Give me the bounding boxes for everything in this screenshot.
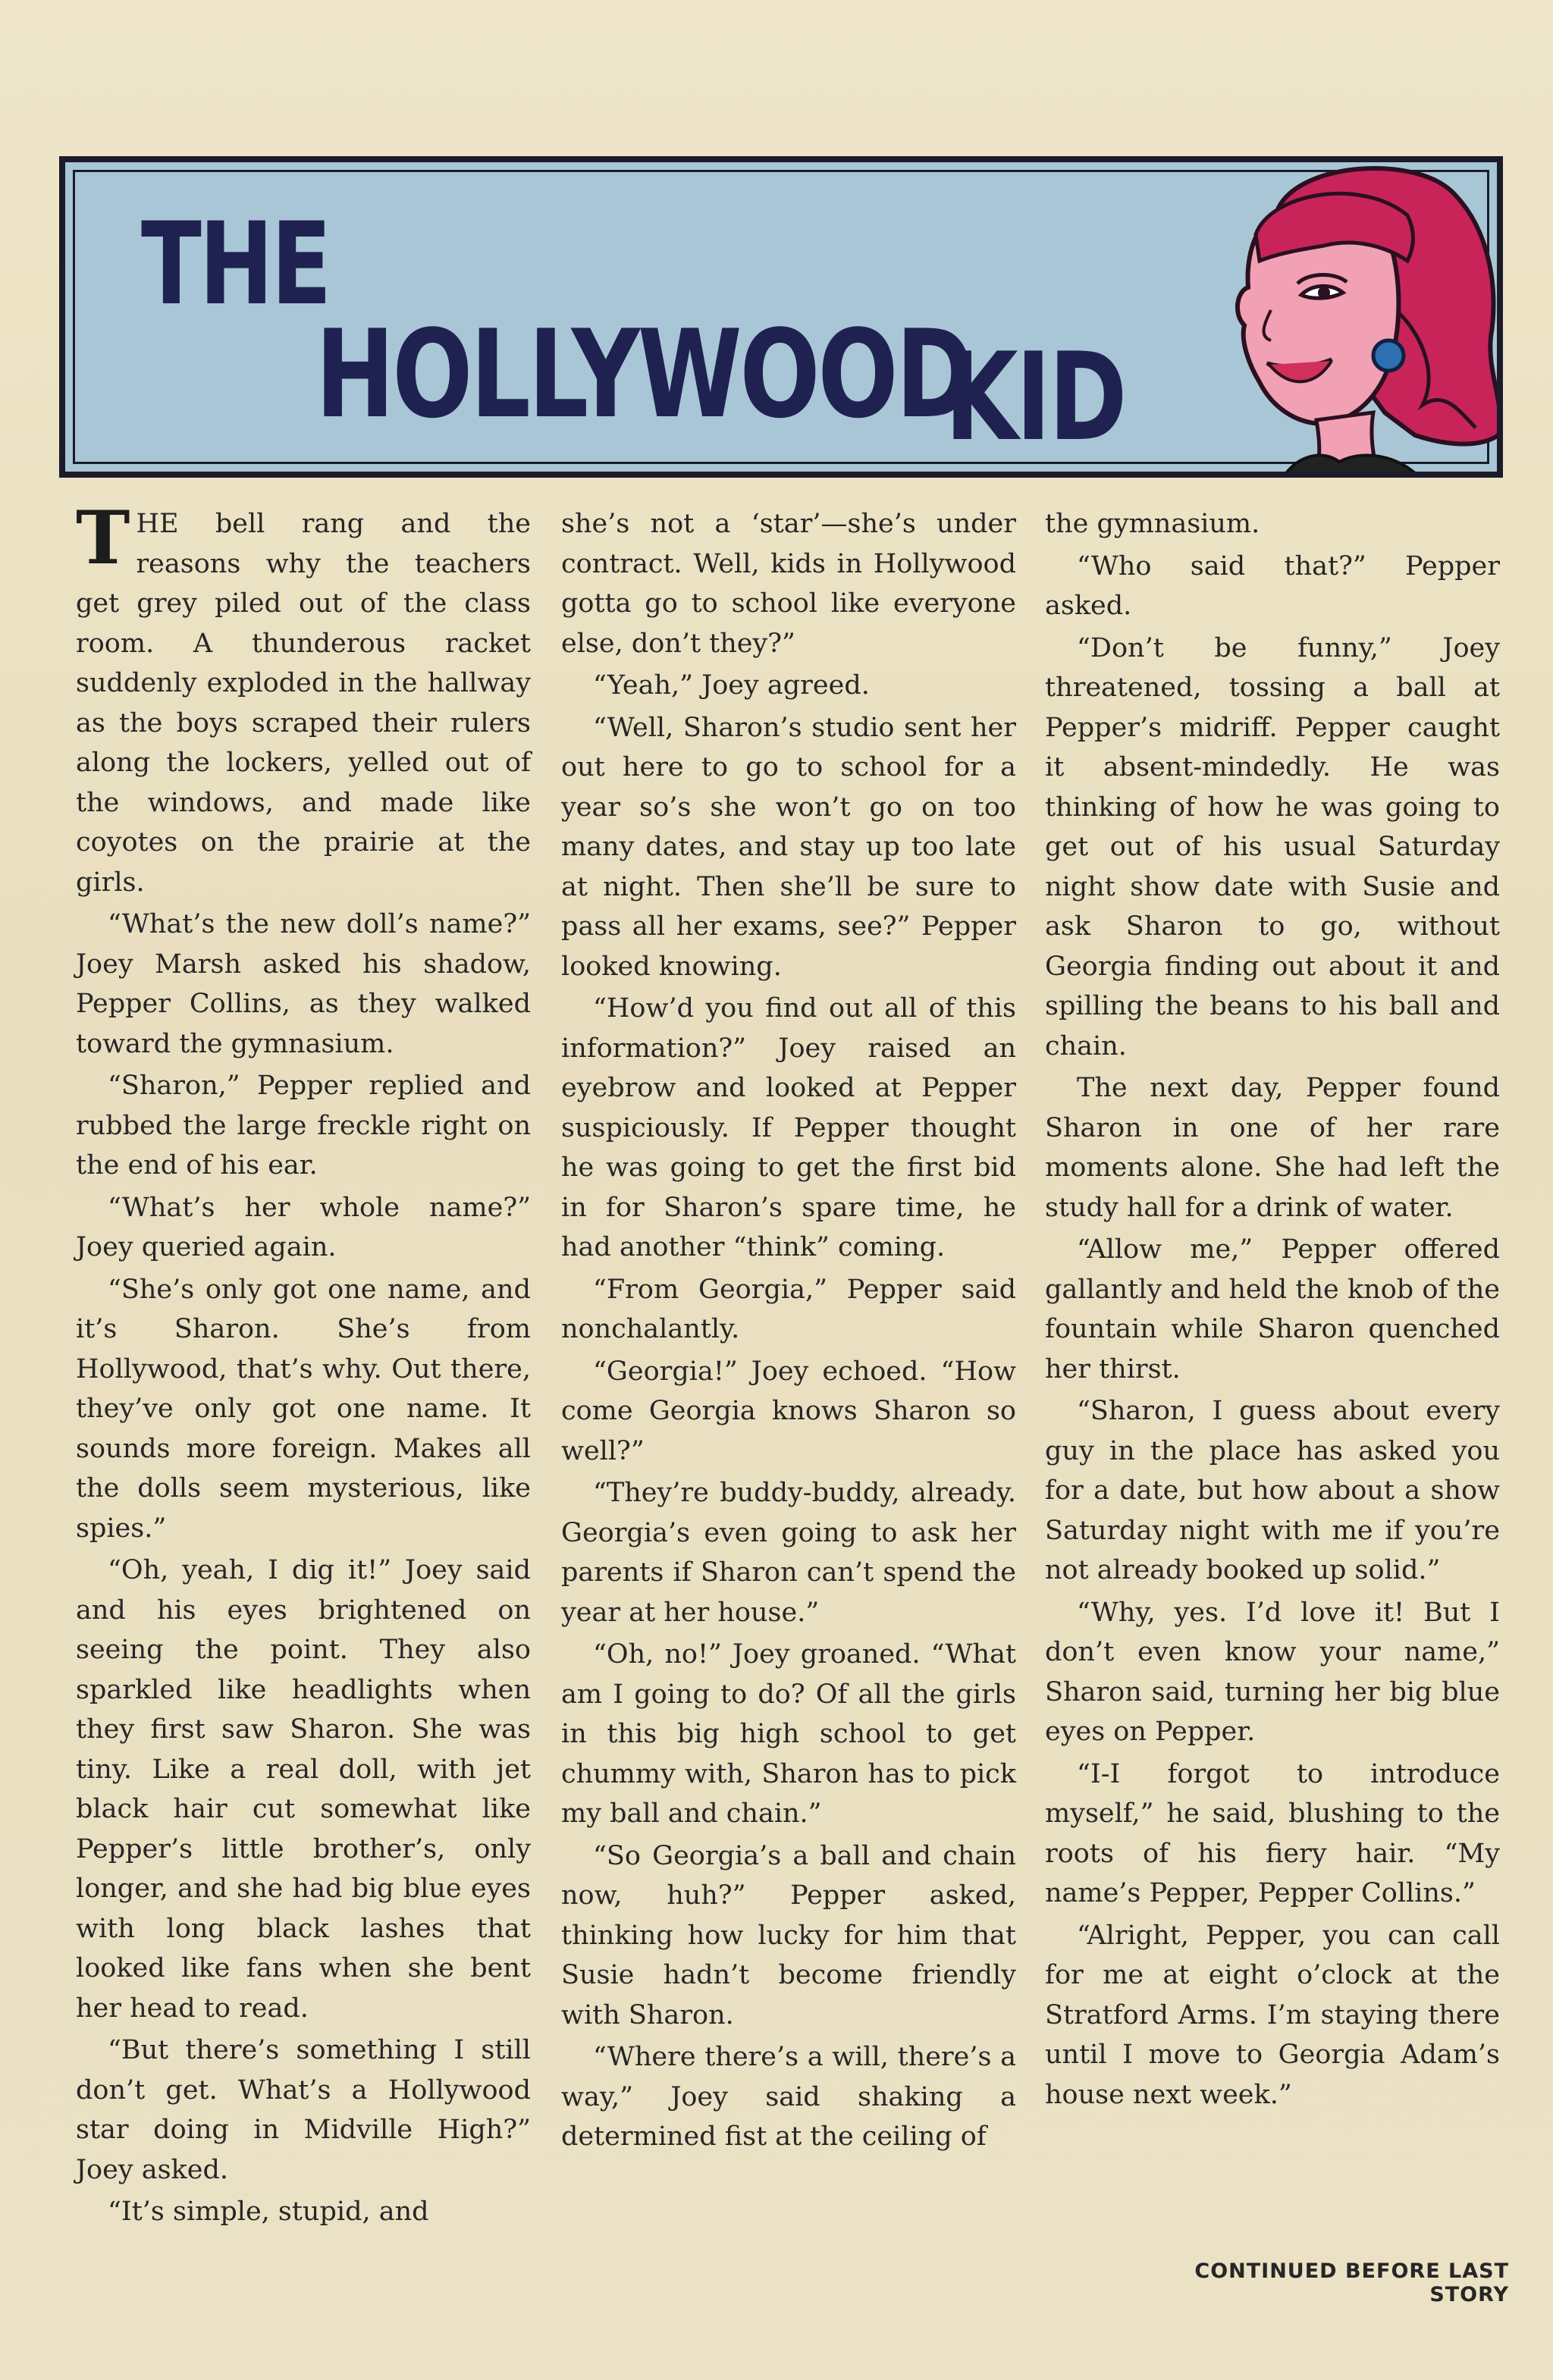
story-paragraph: the gymnasium. xyxy=(1045,509,1260,539)
story-paragraph: “Allow me,” Pepper offered gallantly and held the knob of the fountain while Sharon quenched her thirst. xyxy=(1045,1234,1500,1384)
story-paragraph: “Why, yes. I’d love it! But I don’t even know your name,” Sharon said, turning her big blue eyes on Pepper. xyxy=(1045,1597,1500,1747)
story-column-1 xyxy=(76,495,531,2234)
title-kid: KID xyxy=(945,326,1125,468)
story-paragraph: “From Georgia,” Pepper said nonchalantly. xyxy=(561,1274,1016,1344)
story-column-3 xyxy=(1045,504,1500,2117)
story-columns xyxy=(76,495,1517,2248)
story-paragraph: “I-I forgot to introduce myself,” he said, blushing to the roots of his fiery hair. “My name’s Pepper, Pepper Collins.” xyxy=(1045,1758,1500,1908)
story-paragraph: “So Georgia’s a ball and chain now, huh?” Pepper asked, thinking how lucky for him that Susie hadn’t become friendly with Sharon. xyxy=(561,1840,1016,2030)
story-paragraph: “Sharon, I guess about every guy in the place has asked you for a date, but how about a show Saturday night with me if you’re not already booked up solid.” xyxy=(1045,1396,1500,1585)
story-paragraph: “What’s the new doll’s name?” Joey Marsh asked his shadow, Pepper Collins, as they walked toward the gymnasium. xyxy=(76,909,531,1059)
story-column-2 xyxy=(561,504,1016,2159)
story-paragraph: “Where there’s a will, there’s a way,” Joey said shaking a determined fist at the ceiling of xyxy=(561,2042,1016,2152)
girl-portrait-illustration xyxy=(1187,162,1503,473)
story-paragraph: “What’s her whole name?” Joey queried again. xyxy=(76,1192,531,1262)
story-paragraph: The next day, Pepper found Sharon in one of her rare moments alone. She had left the study hall for a drink of water. xyxy=(1045,1073,1500,1223)
story-paragraph: she’s not a ‘star’—she’s under contract. Well, kids in Hollywood gotta go to school like everyone else, don’t they?” xyxy=(561,509,1016,659)
drop-cap: T xyxy=(76,495,130,581)
title-banner xyxy=(59,156,1503,478)
story-paragraph: “Who said that?” Pepper asked. xyxy=(1045,550,1500,621)
continued-note: CONTINUED BEFORE LAST STORY xyxy=(1194,2259,1509,2306)
collar xyxy=(1286,456,1415,473)
story-paragraph: “She’s only got one name, and it’s Sharon. She’s from Hollywood, that’s why. Out there, they’ve only got one name. It sounds more foreign. Makes all the dolls seem mysterious, like spies.” xyxy=(76,1274,531,1544)
story-paragraph: “Alright, Pepper, you can call for me at eight o’clock at the Stratford Arms. I’m staying there until I move to Georgia Adam’s house next week.” xyxy=(1045,1920,1500,2110)
story-paragraph: “Georgia!” Joey echoed. “How come Georgia knows Sharon so well?” xyxy=(561,1356,1016,1466)
story-paragraph: “Don’t be funny,” Joey threatened, tossing a ball at Pepper’s midriff. Pepper caught it absent-mindedly. He was thinking of how he was going to get out of his usual Saturday night show date with Susie and ask Sharon to go, without Georgia finding out about it and spilling the beans to his ball and chain. xyxy=(1045,632,1500,1061)
story-paragraph: “Yeah,” Joey agreed. xyxy=(593,670,870,701)
story-paragraph: “Oh, yeah, I dig it!” Joey said and his eyes brightened on seeing the point. They also sparkled like headlights when they first saw Sharon. She was tiny. Like a real doll, with jet black hair cut somewhat like Pepper’s little brother’s, only longer, and she had big blue eyes with long black lashes that looked like fans when she bent her head to read. xyxy=(76,1555,531,2024)
story-paragraph: “It’s simple, stupid, and xyxy=(108,2197,429,2227)
title-hollywood: HOLLYWOOD xyxy=(315,303,972,445)
story-paragraph: “How’d you find out all of this information?” Joey raised an eyebrow and looked at Pepper suspiciously. If Pepper thought he was going to get the first bid in for Sharon’s spare time, he had another “think” coming. xyxy=(561,993,1016,1262)
story-paragraph: “Oh, no!” Joey groaned. “What am I going to do? Of all the girls in this big high school to get chummy with, Sharon has to pick my ball and chain.” xyxy=(561,1639,1016,1829)
story-paragraph: “They’re buddy-buddy, already. Georgia’s even going to ask her parents if Sharon can’t spend the year at her house.” xyxy=(561,1478,1016,1628)
story-paragraph: “Well, Sharon’s studio sent her out here to go to school for a year so’s she won’t go on too many dates, and stay up too late at night. Then she’ll be sure to pass all her exams, see?” Pepper looked knowing. xyxy=(561,712,1016,982)
story-paragraph: “Sharon,” Pepper replied and rubbed the large freckle right on the end of his ear. xyxy=(76,1071,531,1181)
story-paragraph: “But there’s something I still don’t get. What’s a Hollywood star doing in Midville High?” Joey asked. xyxy=(76,2035,531,2185)
title-the: THE xyxy=(141,199,330,331)
earring xyxy=(1373,340,1404,371)
story-paragraph: THE bell rang and the reasons why the teachers get grey piled out of the class room. A thunderous racket suddenly exploded in the hallway as the boys scraped their rulers along the lockers, yelled out of the windows, and made like coyotes on the prairie at the girls. xyxy=(76,495,531,898)
